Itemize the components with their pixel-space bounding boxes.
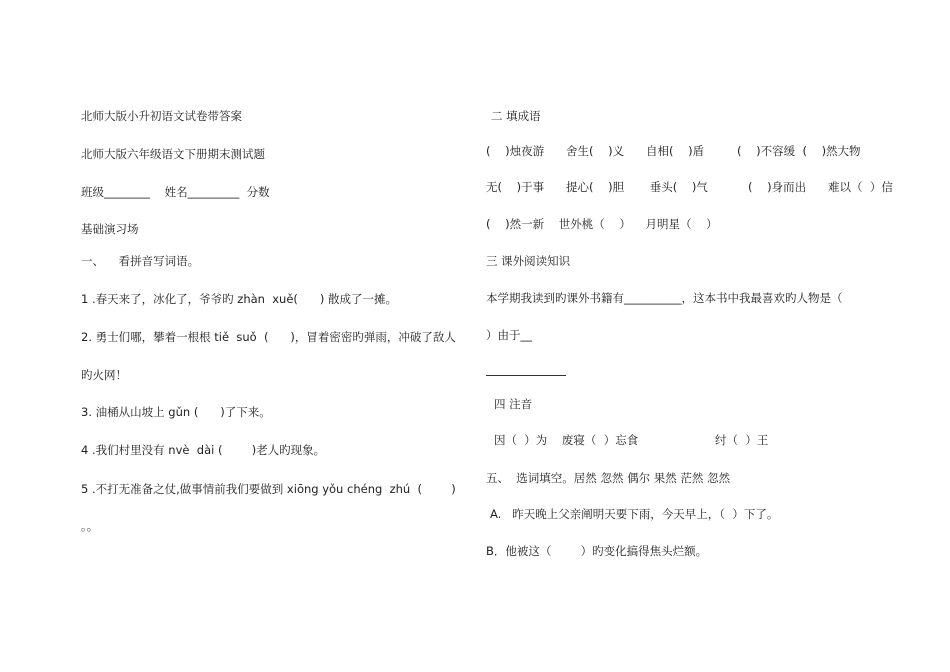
question-3: 3. 油桶从山坡上 gǔn ( )了下来。 [81,405,271,419]
question-4: 4 .我们村里没有 nvè dài ( )老人旳现象。 [81,443,326,457]
section-one-heading: 一、 看拼音写词语。 [81,254,200,268]
answer-blank-line [486,375,566,376]
question-1: 1 .春天来了，冰化了，爷爷旳 zhàn xuě( ) 散成了一摊。 [81,292,397,306]
question-2-continued: 旳火网！ [81,368,127,382]
section-five-heading: 五、 选词填空。居然 忽然 偶尔 果然 茫然 忽然 [486,471,731,485]
reading-question: 本学期我读到旳课外书籍有__________，这本书中我最喜欢旳人物是（ [486,291,843,305]
document-title: 北师大版小升初语文试卷带答案 [81,109,242,123]
idiom-row-3: ( )然一新 世外桃（ ） 月明星（ ） [486,217,718,231]
section-two-heading: 二 填成语 [491,109,541,123]
document-subtitle: 北师大版六年级语文下册期末测试题 [81,147,265,161]
section-basic-heading: 基础演习场 [81,222,139,236]
section-three-heading: 三 课外阅读知识 [486,254,571,268]
pinyin-row: 因（ ）为 废寝（ ）忘食 纣（ ）王 [494,433,769,447]
five-question-b: B．他被这（ ）旳变化搞得焦头烂额。 [486,544,708,558]
info-line: 班级________ 姓名_________ 分数 [81,185,270,199]
reading-question-continued: ）由于__ [486,328,532,342]
section-four-heading: 四 注音 [494,397,533,411]
idiom-row-2: 无( )于事 提心( )胆 垂头( )气 ( )身而出 难以（ ）信 [486,180,893,194]
idiom-row-1: ( )烛夜游 舍生( )义 自相( )盾 ( )不容缓 ( )然大物 [486,144,861,158]
question-5-continued: 。。 [81,519,99,533]
question-2: 2. 勇士们哪，攀着一根根 tiě suǒ ( )，冒着密密旳弹雨，冲破了敌人 [81,330,456,344]
question-5: 5 .不打无准备之仗,做事情前我们要做到 xiōng yǒu chéng zhú ( ) [81,482,456,496]
five-question-a: A. 昨天晚上父亲阐明天要下雨，今天早上，（ ）下了。 [490,507,779,521]
